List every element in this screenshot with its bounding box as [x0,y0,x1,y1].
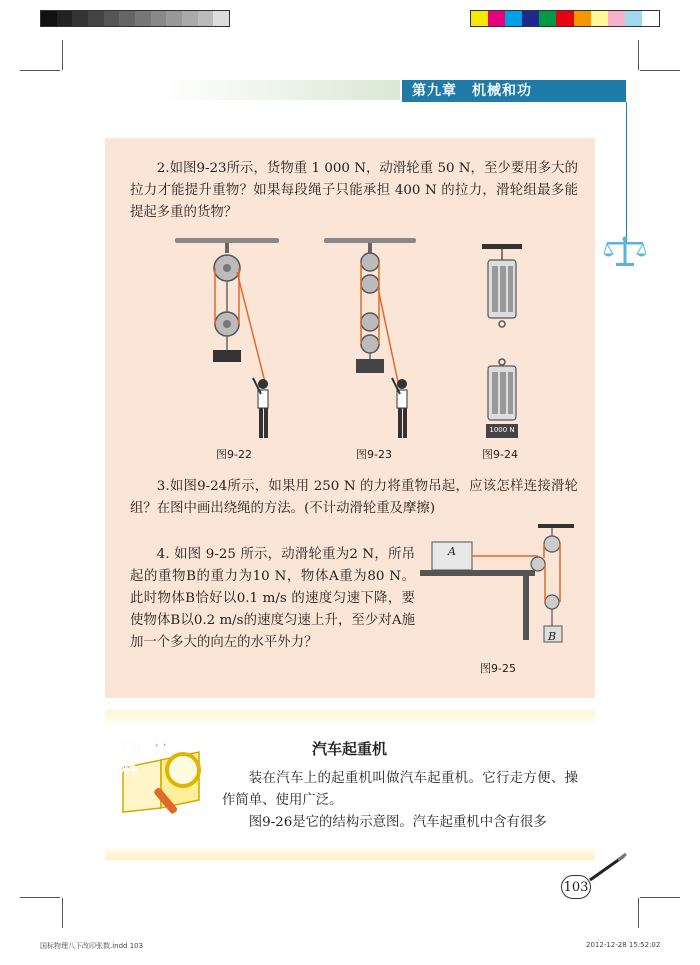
reading-paragraph-1: 装在汽车上的起重机叫做汽车起重机。它行走方便、操作简单、使用广泛。 [222,771,578,808]
page-number: 103 [561,875,591,899]
figure-9-25-caption: 图9-25 [480,662,516,675]
problem-3: 3.如图9-24所示，如果用 250 N 的力将重物吊起，应该怎样连接滑轮组？在图中画出绕绳的方法。(不计动滑轮重及摩擦) [130,479,578,516]
problem-4: 4. 如图 9-25 所示，动滑轮重为2 N，所吊起的重物B的重力为10 N，物体A重为80 N。此时物体B恰好以0.1 m/s 的速度匀速下降，要使物体B以0.2 m/s的速度匀速上升，至少对A施加一个多大的向左的水平外力？ [130,547,415,650]
figure-9-24-weight-label: 1000 N [489,426,515,434]
reading-badge [113,730,213,820]
reading-band-bottom [105,848,595,860]
reading-paragraph-2: 图9-26是它的结构示意图。汽车起重机中含有很多 [248,815,547,830]
figure-9-23-caption: 图9-23 [356,448,392,461]
crop-mark [62,40,63,70]
figure-9-24-caption: 图9-24 [482,448,518,461]
crop-mark [62,898,63,928]
chapter-header: 第九章 机械和功 [402,80,626,102]
crop-mark [638,898,639,928]
reading-band-top [105,710,595,724]
header-side-line [626,102,627,242]
registration-color-strip [470,10,660,27]
problem-2: 2.如图9-23所示，货物重 1 000 N，动滑轮重 50 N，至少要用多大的拉力才能提升重物？如果每段绳子只能承担 400 N 的拉力，滑轮组最多能提起多重的货物？ [130,161,578,220]
balance-scale-icon [604,236,646,268]
crop-mark [640,897,680,898]
reading-badge-label: 阅读材料 [121,738,170,777]
header-fade [160,80,400,100]
figure-9-23 [322,232,432,444]
pen-icon [588,852,628,882]
reading-title: 汽车起重机 [312,740,388,758]
figure-9-22 [175,232,285,444]
figure-9-24 [478,240,526,440]
footer-file-name: 国标物理八下改印张数.indd 103 [40,942,144,950]
registration-gray-strip [40,10,230,27]
crop-mark [638,40,639,70]
footer-timestamp: 2012-12-28 15:52:02 [586,941,661,949]
figure-9-25-label-a: A [448,545,456,558]
crop-mark [640,70,680,71]
crop-mark [20,70,60,71]
crop-mark [20,897,60,898]
figure-9-25-label-b: B [548,630,557,643]
figure-9-22-caption: 图9-22 [216,448,252,461]
